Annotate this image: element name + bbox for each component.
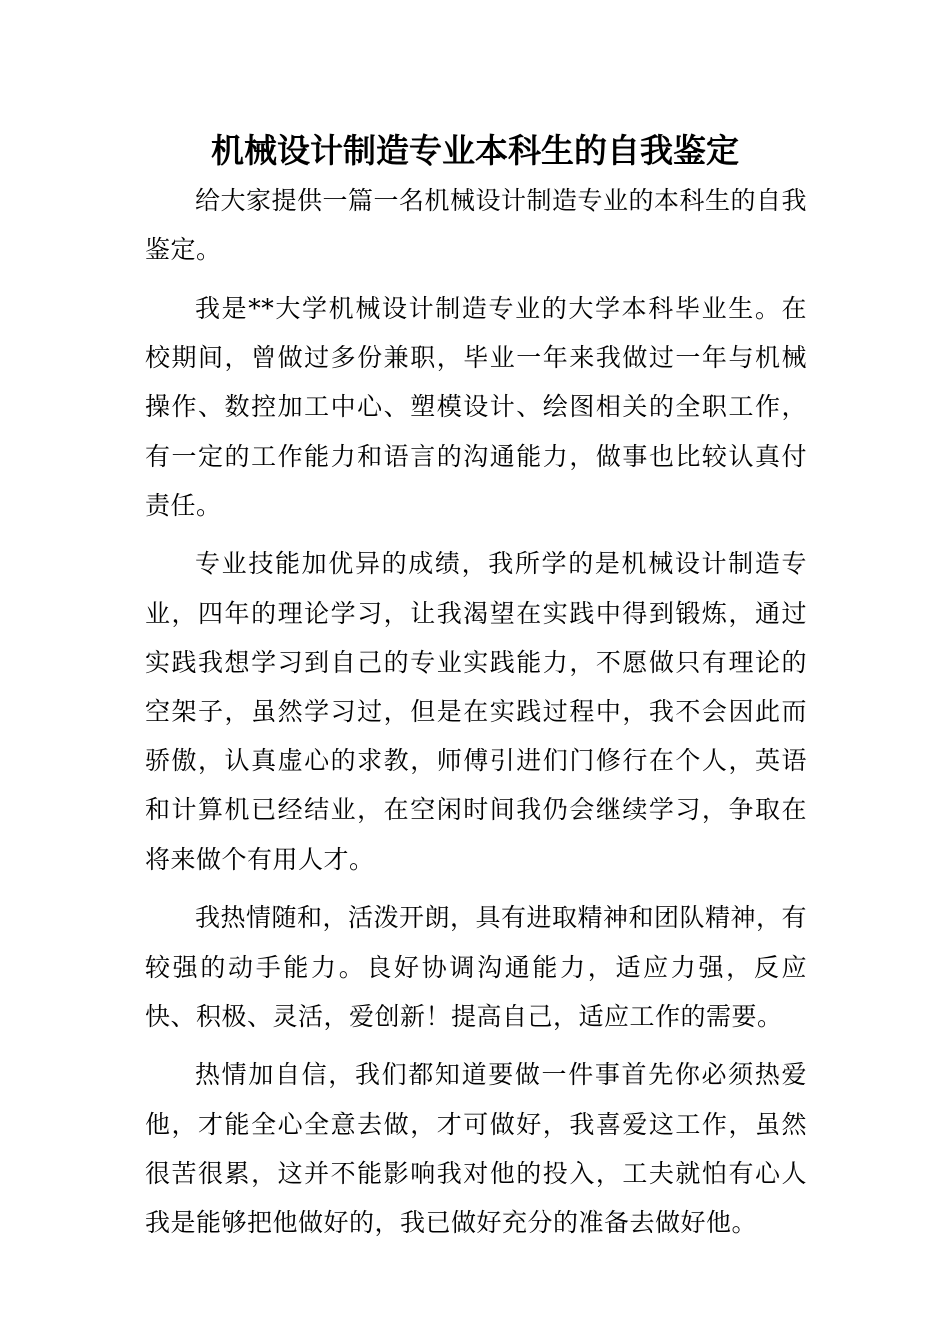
paragraph-personality: 我热情随和，活泼开朗，具有进取精神和团队精神，有较强的动手能力。良好协调沟通能力，适应力强，反应快、积极、灵活，爱创新！提高自己，适应工作的需要。 xyxy=(145,903,808,1031)
document-body xyxy=(145,176,807,1257)
paragraph-skills: 专业技能加优异的成绩，我所学的是机械设计制造专业，四年的理论学习，让我渴望在实践中得到锻炼，通过实践我想学习到自己的专业实践能力，不愿做只有理论的空架子，虽然学习过，但是在实践过程中，我不会因此而骄傲，认真虚心的求教，师傅引进们门修行在个人，英语和计算机已经结业，在空闲时间我仍会继续学习，争取在将来做个有用人才。 xyxy=(145,549,807,874)
paragraph-background: 我是**大学机械设计制造专业的大学本科毕业生。在校期间，曾做过多份兼职，毕业一年来我做过一年与机械操作、数控加工中心、塑模设计、绘图相关的全职工作，有一定的工作能力和语言的沟通能力，做事也比较认真付责任。 xyxy=(145,293,807,520)
document-title: 机械设计制造专业本科生的自我鉴定 xyxy=(211,131,739,170)
paragraph-intro: 给大家提供一篇一名机械设计制造专业的本科生的自我鉴定。 xyxy=(145,186,808,265)
paragraph-passion: 热情加自信，我们都知道要做一件事首先你必须热爱他，才能全心全意去做，才可做好，我喜爱这工作，虽然很苦很累，这并不能影响我对他的投入，工夫就怕有心人我是能够把他做好的，我已做好充分的准备去做好他。 xyxy=(145,1060,807,1238)
